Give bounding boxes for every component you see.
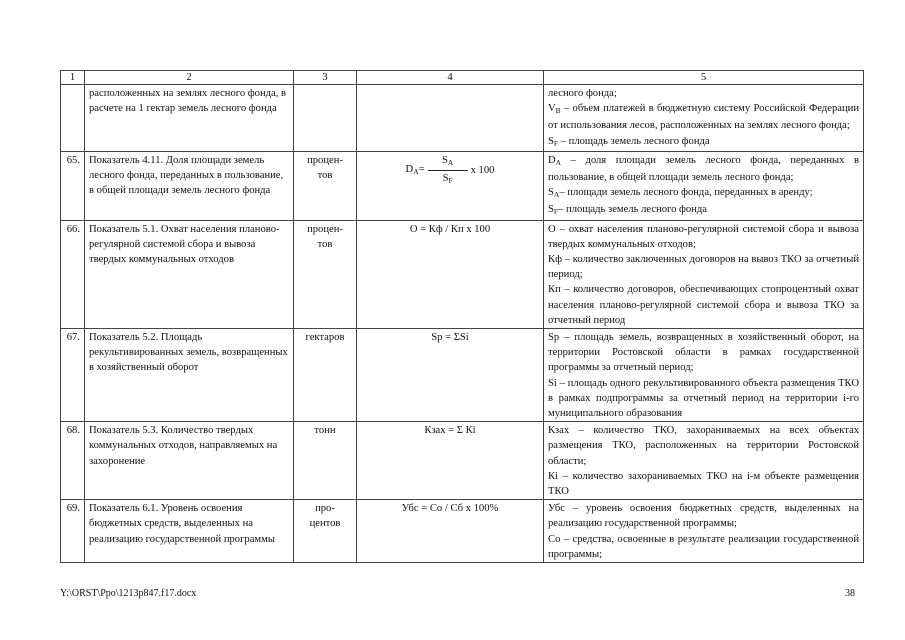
- description-line: Sр – площадь земель, возвращенных в хозяйственный оборот, на территории Ростовской области в рамках государственной программы за отчетный период;: [548, 332, 859, 374]
- unit-line: тонн: [314, 425, 336, 437]
- fraction: [428, 153, 468, 188]
- header-cell: 3: [294, 71, 357, 85]
- description-line: лесного фонда;: [548, 88, 617, 99]
- indicator-name: Показатель 5.2. Площадь рекультивированных земель, возвращенных в хозяйственный оборот: [85, 329, 294, 422]
- unit-line: процен-: [307, 154, 343, 166]
- description-line: $S_F$ – площадь земель лесного фонда: [548, 135, 710, 148]
- description-line: Si – площадь одного рекультивированного объекта размещения ТКО в рамках подпрограммы за отчетный период на территории i-го муниципального образования: [548, 377, 859, 420]
- description-line: $V_B$ – объем платежей в бюджетную систему Российской Федерации от использования лесов, расположенных на землях лесного фонда;: [548, 103, 859, 132]
- indicator-name: Показатель 5.1. Охват населения планово-регулярной системой сбора и вывоза твердых коммунальных отходов: [85, 220, 294, 328]
- formula-cell: Sр = ΣSi: [357, 329, 544, 422]
- header-cell: 2: [85, 71, 294, 85]
- row-number: 68.: [61, 422, 85, 500]
- unit-cell: [294, 422, 357, 500]
- unit-line: тов: [317, 238, 333, 250]
- page-number: 38: [845, 588, 855, 599]
- unit-line: гектаров: [305, 332, 345, 344]
- fraction-numerator: $S_A$: [441, 154, 454, 167]
- formula-cell: [357, 85, 544, 152]
- table-row: [61, 422, 864, 500]
- description-line: Кi – количество захораниваемых ТКО на i-м объекте размещения ТКО: [548, 470, 859, 498]
- table-row: [61, 329, 864, 422]
- description-line: $D_A$ – доля площади земель лесного фонда, переданных в пользование, в общей площади земель лесного фонда;: [548, 154, 859, 184]
- indicator-name: Показатель 5.3. Количество твердых коммунальных отходов, направляемых на захоронение: [85, 422, 294, 500]
- description-line: $S_F-$ площадь земель лесного фонда: [548, 204, 707, 217]
- description-cell: [544, 422, 864, 500]
- description-line: Убс – уровень освоения бюджетных средств, выделенных на реализацию государственной программы;: [548, 503, 859, 530]
- formula-prefix: $D_A=$: [405, 163, 425, 176]
- table-row-continuation: [61, 85, 864, 152]
- indicator-name: Показатель 6.1. Уровень освоения бюджетных средств, выделенных на реализацию государственной программы: [85, 500, 294, 563]
- table-header-row: [61, 71, 864, 85]
- formula-cell: Кзах = Σ Кi: [357, 422, 544, 500]
- unit-line: тов: [317, 170, 333, 182]
- unit-cell: [294, 85, 357, 152]
- unit-line: центов: [309, 518, 341, 530]
- unit-line: процен-: [307, 223, 343, 235]
- formula-cell: Убс = Со / Сб х 100%: [357, 500, 544, 563]
- description-cell: [544, 220, 864, 328]
- description-line: Кзах – количество ТКО, захораниваемых на всех объектах размещения ТКО, расположенных на территории Ростовской области;: [548, 425, 859, 467]
- indicator-name: расположенных на землях лесного фонда, в расчете на 1 гектар земель лесного фонда: [85, 85, 294, 152]
- row-number: 69.: [61, 500, 85, 563]
- table-row: [61, 500, 864, 563]
- header-cell: 1: [61, 71, 85, 85]
- description-line: О – охват населения планово-регулярной системой сбора и вывоза твердых коммунальных отходов;: [548, 223, 859, 250]
- unit-cell: [294, 220, 357, 328]
- row-number: 65.: [61, 151, 85, 220]
- indicators-table: [60, 70, 864, 563]
- unit-line: про-: [315, 503, 335, 515]
- table-row: [61, 220, 864, 328]
- header-cell: 5: [544, 71, 864, 85]
- description-line: Кф – количество заключенных договоров на вывоз ТКО за отчетный период;: [548, 254, 859, 281]
- description-cell: [544, 151, 864, 220]
- description-line: Со – средства, освоенные в результате реализации государственной программы;: [548, 533, 859, 560]
- formula-cell: [357, 151, 544, 220]
- fraction-formula: [361, 153, 539, 188]
- indicator-name: Показатель 4.11. Доля площади земель лесного фонда, переданных в пользование, в общей площади земель лесного фонда: [85, 151, 294, 220]
- file-path: Y:\ORST\Ppo\1213p847.f17.docx: [60, 588, 197, 599]
- description-line: $S_A-$ площади земель лесного фонда, переданных в аренду;: [548, 187, 813, 200]
- description-cell: [544, 500, 864, 563]
- description-cell: [544, 329, 864, 422]
- description-cell: [544, 85, 864, 152]
- formula-cell: О = Кф / Кп х 100: [357, 220, 544, 328]
- fraction-denominator: $S_F$: [442, 172, 453, 185]
- header-cell: 4: [357, 71, 544, 85]
- formula-suffix: х 100: [470, 164, 495, 176]
- unit-cell: [294, 329, 357, 422]
- description-line: Кп – количество договоров, обеспечивающих стопроцентный охват населения планово-регулярной системой сбора и вывоза ТКО за отчетный период: [548, 284, 859, 326]
- row-number: 66.: [61, 220, 85, 328]
- unit-cell: [294, 500, 357, 563]
- row-number: [61, 85, 85, 152]
- table-row: [61, 151, 864, 220]
- row-number: 67.: [61, 329, 85, 422]
- unit-cell: [294, 151, 357, 220]
